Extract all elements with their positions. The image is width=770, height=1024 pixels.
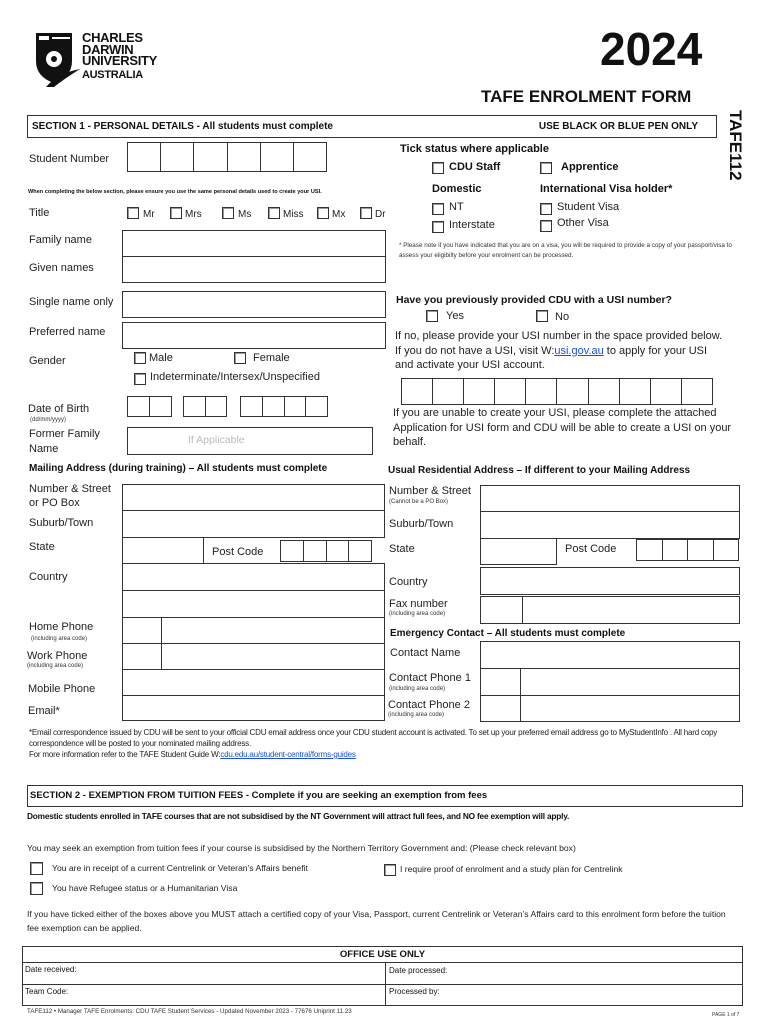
digit-cell[interactable] [128,143,160,171]
mobile-phone-input[interactable] [122,669,385,696]
fax-note: (including area code) [389,611,446,617]
digit-cell[interactable] [662,540,688,560]
mailing-suburb-label: Suburb/Town [29,517,94,529]
single-name-input[interactable] [122,291,386,318]
mailing-street-label: Number & Street or PO Box [29,483,111,509]
mailing-country-extra-input[interactable] [122,590,385,618]
digit-cell[interactable] [713,540,739,560]
digit-cell[interactable] [149,397,171,416]
fax-input[interactable] [522,596,740,624]
mailing-postcode-label: Post Code [212,546,264,558]
usi-question: Have you previously provided CDU with a USI number? [396,294,672,306]
title-mx-checkbox[interactable] [317,207,329,219]
usi-no-checkbox[interactable] [536,310,548,322]
work-phone-input[interactable] [161,643,385,670]
mobile-phone-label: Mobile Phone [28,683,96,695]
mailing-state-label: State [29,541,55,553]
guide-note-text: For more information refer to the TAFE Student Guide W: [29,750,221,759]
usi-yes-checkbox[interactable] [426,310,438,322]
res-country-label: Country [389,576,428,588]
contact-name-input[interactable] [480,641,740,669]
mailing-suburb-input[interactable] [122,510,385,538]
res-postcode-label: Post Code [565,543,617,555]
digit-cell[interactable] [650,379,681,404]
single-name-label: Single name only [29,296,114,308]
gender-female-checkbox[interactable] [234,352,246,364]
logo-line: CHARLES [82,30,143,45]
title-label: Title [29,207,50,219]
home-phone-note: (including area code) [31,636,88,642]
digit-cell[interactable] [284,397,306,416]
office-use-title: OFFICE USE ONLY [339,949,426,960]
mailing-country-label: Country [29,571,68,583]
contact-phone1-area-input[interactable] [480,668,522,696]
gender-indeterminate-checkbox[interactable] [134,373,146,385]
cdu-staff-label: CDU Staff [449,161,501,173]
usi-details-note: When completing the below section, please ensure you use the same personal details used to create your USI. [28,189,322,195]
title-dr-label: Dr [375,209,386,220]
domestic-heading: Domestic [432,183,482,195]
gender-label: Gender [29,355,66,367]
form-code: TAFE112 [726,110,745,181]
gender-female-label: Female [253,352,290,364]
contact-phone2-area-input[interactable] [480,695,522,722]
student-number-input[interactable] [127,142,327,172]
digit-cell[interactable] [525,379,556,404]
other-visa-checkbox[interactable] [540,220,552,232]
preferred-name-label: Preferred name [29,326,106,338]
dob-month-input[interactable] [183,396,227,417]
fax-area-input[interactable] [480,596,524,624]
former-name-input[interactable] [127,427,373,455]
gender-male-checkbox[interactable] [134,352,146,364]
dob-format: (dd/mm/yyyy) [30,417,66,423]
refugee-checkbox[interactable] [30,882,43,895]
section2-header [27,785,743,807]
title-mrs-checkbox[interactable] [170,207,182,219]
mailing-street-input[interactable] [122,484,385,511]
res-street-input[interactable] [480,485,740,512]
title-mx-label: Mx [332,209,346,220]
given-names-input[interactable] [122,256,386,283]
digit-cell[interactable] [160,143,193,171]
dob-year-input[interactable] [240,396,328,417]
digit-cell[interactable] [227,143,260,171]
email-note [29,727,744,760]
res-state-input[interactable] [480,538,557,565]
student-number-label: Student Number [29,153,110,165]
usi-info-text: If no, please provide your USI number in the space provided below. If you do not have a USI, visit W: [395,330,723,357]
res-country-input[interactable] [480,567,740,595]
usi-no-label: No [555,311,570,323]
footer-text: TAFE112 • Manager TAFE Enrolments: CDU TAFE Student Services - Updated November 2023 - 77676 Uniprint 11.23 [27,1008,352,1015]
fee-warning: Domestic students enrolled in TAFE courses that are not subsidised by the NT Government will attract full fees, and NO fee exemption will apply. [27,811,570,821]
usi-number-input[interactable] [401,378,713,405]
centrelink-benefit-label: You are in receipt of a current Centrelink or Veteran’s Affairs benefit [52,863,308,873]
email-label: Email* [28,705,60,717]
digit-cell[interactable] [303,541,326,561]
status-heading: Tick status where applicable [400,143,549,155]
title-ms-label: Ms [238,209,252,220]
usi-link[interactable]: usi.gov.au [554,344,604,357]
gender-indeterminate-label: Indeterminate/Intersex/Unspecified [150,371,320,383]
apprentice-label: Apprentice [561,161,619,173]
digit-cell[interactable] [184,397,205,416]
title-miss-checkbox[interactable] [268,207,280,219]
digit-cell[interactable] [687,540,713,560]
usi-info [395,329,725,373]
title-miss-label: Miss [283,209,304,220]
digit-cell[interactable] [556,379,587,404]
nt-checkbox[interactable] [432,203,444,215]
proof-enrolment-checkbox[interactable] [384,864,396,876]
guide-note [29,749,744,760]
res-suburb-input[interactable] [480,511,740,539]
exemption-intro: You may seek an exemption from tuition fees if your course is subsidised by the Northern Territory Government and: (Please check relevant box) [27,843,576,853]
apprentice-checkbox[interactable] [540,162,552,174]
digit-cell[interactable] [463,379,494,404]
contact-name-label: Contact Name [390,647,461,659]
res-street-note: (Cannot be a PO Box) [389,499,449,505]
res-postcode-input[interactable] [636,539,739,561]
other-visa-label: Other Visa [557,217,609,229]
form-year: 2024 [600,23,703,75]
section1-title: SECTION 1 - PERSONAL DETAILS - All students must complete [32,121,333,132]
digit-cell[interactable] [588,379,619,404]
visa-note: * Please note if you have indicated that you are on a visa, you will be required to provide a copy of your passport/visa to assess your eligibilty before your enrolment can be processed. [399,242,732,259]
given-names-label: Given names [29,262,94,274]
work-phone-area-input[interactable] [122,643,163,670]
emergency-heading: Emergency Contact – All students must complete [390,628,626,639]
pen-instruction: USE BLACK OR BLUE PEN ONLY [538,121,698,132]
digit-cell[interactable] [637,540,662,560]
digit-cell[interactable] [193,143,226,171]
contact-phone1-input[interactable] [520,668,740,696]
refugee-label: You have Refugee status or a Humanitarian Visa [52,883,238,893]
date-received-field[interactable]: Date received: [25,965,77,974]
digit-cell[interactable] [326,541,349,561]
logo-line: AUSTRALIA [82,68,143,81]
former-name-label: Former Family Name [29,428,100,455]
email-note-text: *Email correspondence issued by CDU will be sent to your official CDU email address once your CDU student account is activated. To set up your preferred email address go to MyStudentInfo . All hard copy correspondence will be posted to your nominated mailing address. [29,728,718,748]
form-title: TAFE ENROLMENT FORM [481,87,692,106]
page-number: PAGE 1 of 7 [712,1012,740,1018]
res-state-label: State [389,543,415,555]
title-mr-checkbox[interactable] [127,207,139,219]
home-phone-input[interactable] [161,617,385,644]
digit-cell[interactable] [402,379,432,404]
contact-phone2-input[interactable] [520,695,740,722]
dob-day-input[interactable] [127,396,172,417]
home-phone-area-input[interactable] [122,617,163,644]
title-mrs-label: Mrs [185,209,202,220]
digit-cell[interactable] [262,397,284,416]
contact-phone2-label: Contact Phone 2 [388,699,470,711]
email-input[interactable] [122,695,385,721]
digit-cell[interactable] [241,397,262,416]
date-processed-field[interactable]: Date processed: [389,966,448,975]
digit-cell[interactable] [619,379,650,404]
contact-phone1-label: Contact Phone 1 [389,672,471,684]
student-visa-checkbox[interactable] [540,203,552,215]
family-name-input[interactable] [122,230,386,257]
res-street-label: Number & Street [389,485,471,497]
logo-line: UNIVERSITY [82,53,158,68]
student-visa-label: Student Visa [557,201,620,213]
title-dr-checkbox[interactable] [360,207,372,219]
work-phone-label: Work Phone [27,650,88,662]
res-suburb-label: Suburb/Town [389,518,454,530]
processed-by-field[interactable]: Processed by: [389,987,440,996]
family-name-label: Family name [29,234,92,246]
digit-cell[interactable] [494,379,525,404]
residential-heading: Usual Residential Address – If different to your Mailing Address [388,465,691,476]
nt-label: NT [449,201,464,213]
home-phone-label: Home Phone [29,621,94,633]
title-mr-label: Mr [143,209,155,220]
gender-male-label: Male [149,352,173,364]
preferred-name-input[interactable] [122,322,386,349]
mailing-state-input[interactable] [122,537,204,564]
digit-cell[interactable] [293,143,326,171]
dob-label: Date of Birth [28,403,90,415]
former-name-placeholder: If Applicable [188,434,245,446]
intl-heading: International Visa holder* [540,183,673,195]
usi-yes-label: Yes [446,310,464,322]
office-use-table [22,946,743,1006]
centrelink-benefit-checkbox[interactable] [30,862,43,875]
usi-info-text-end: to apply for your USI and activate your USI account. [395,344,708,371]
usi-unable-info: If you are unable to create your USI, please complete the attached Application for USI form and CDU will be able to create a USI on your behalf. [393,407,732,448]
shield-icon [36,33,80,87]
title-ms-checkbox[interactable] [222,207,234,219]
digit-cell[interactable] [260,143,293,171]
contact-phone1-note: (including area code) [389,686,446,692]
work-phone-note: (including area code) [27,663,84,669]
guide-link[interactable]: cdu.edu.au/student-central/forms-guides [220,750,356,759]
mailing-heading: Mailing Address (during training) – All students must complete [29,463,328,474]
interstate-checkbox[interactable] [432,221,444,233]
digit-cell[interactable] [348,541,371,561]
contact-phone2-note: (including area code) [388,712,445,718]
mailing-country-input[interactable] [122,563,385,591]
digit-cell[interactable] [432,379,463,404]
digit-cell[interactable] [305,397,327,416]
proof-enrolment-label: I require proof of enrolment and a study plan for Centrelink [400,864,623,874]
section1-header [27,115,717,138]
digit-cell[interactable] [128,397,149,416]
digit-cell[interactable] [281,541,303,561]
cdu-staff-checkbox[interactable] [432,162,444,174]
logo-line: DARWIN [82,41,134,57]
fax-label: Fax number [389,598,448,610]
section2-title: SECTION 2 - EXEMPTION FROM TUITION FEES - Complete if you are seeking an exemption from fees [30,790,488,801]
team-code-field[interactable]: Team Code: [25,987,69,996]
digit-cell[interactable] [205,397,227,416]
interstate-label: Interstate [449,219,495,231]
digit-cell[interactable] [681,379,712,404]
mailing-postcode-input[interactable] [280,540,372,562]
attach-note: If you have ticked either of the boxes above you MUST attach a certified copy of your Visa, Passport, current Centrelink or Veteran’s Affairs card to this enrolment form before the tuition fee exemption can be applied. [27,909,726,933]
